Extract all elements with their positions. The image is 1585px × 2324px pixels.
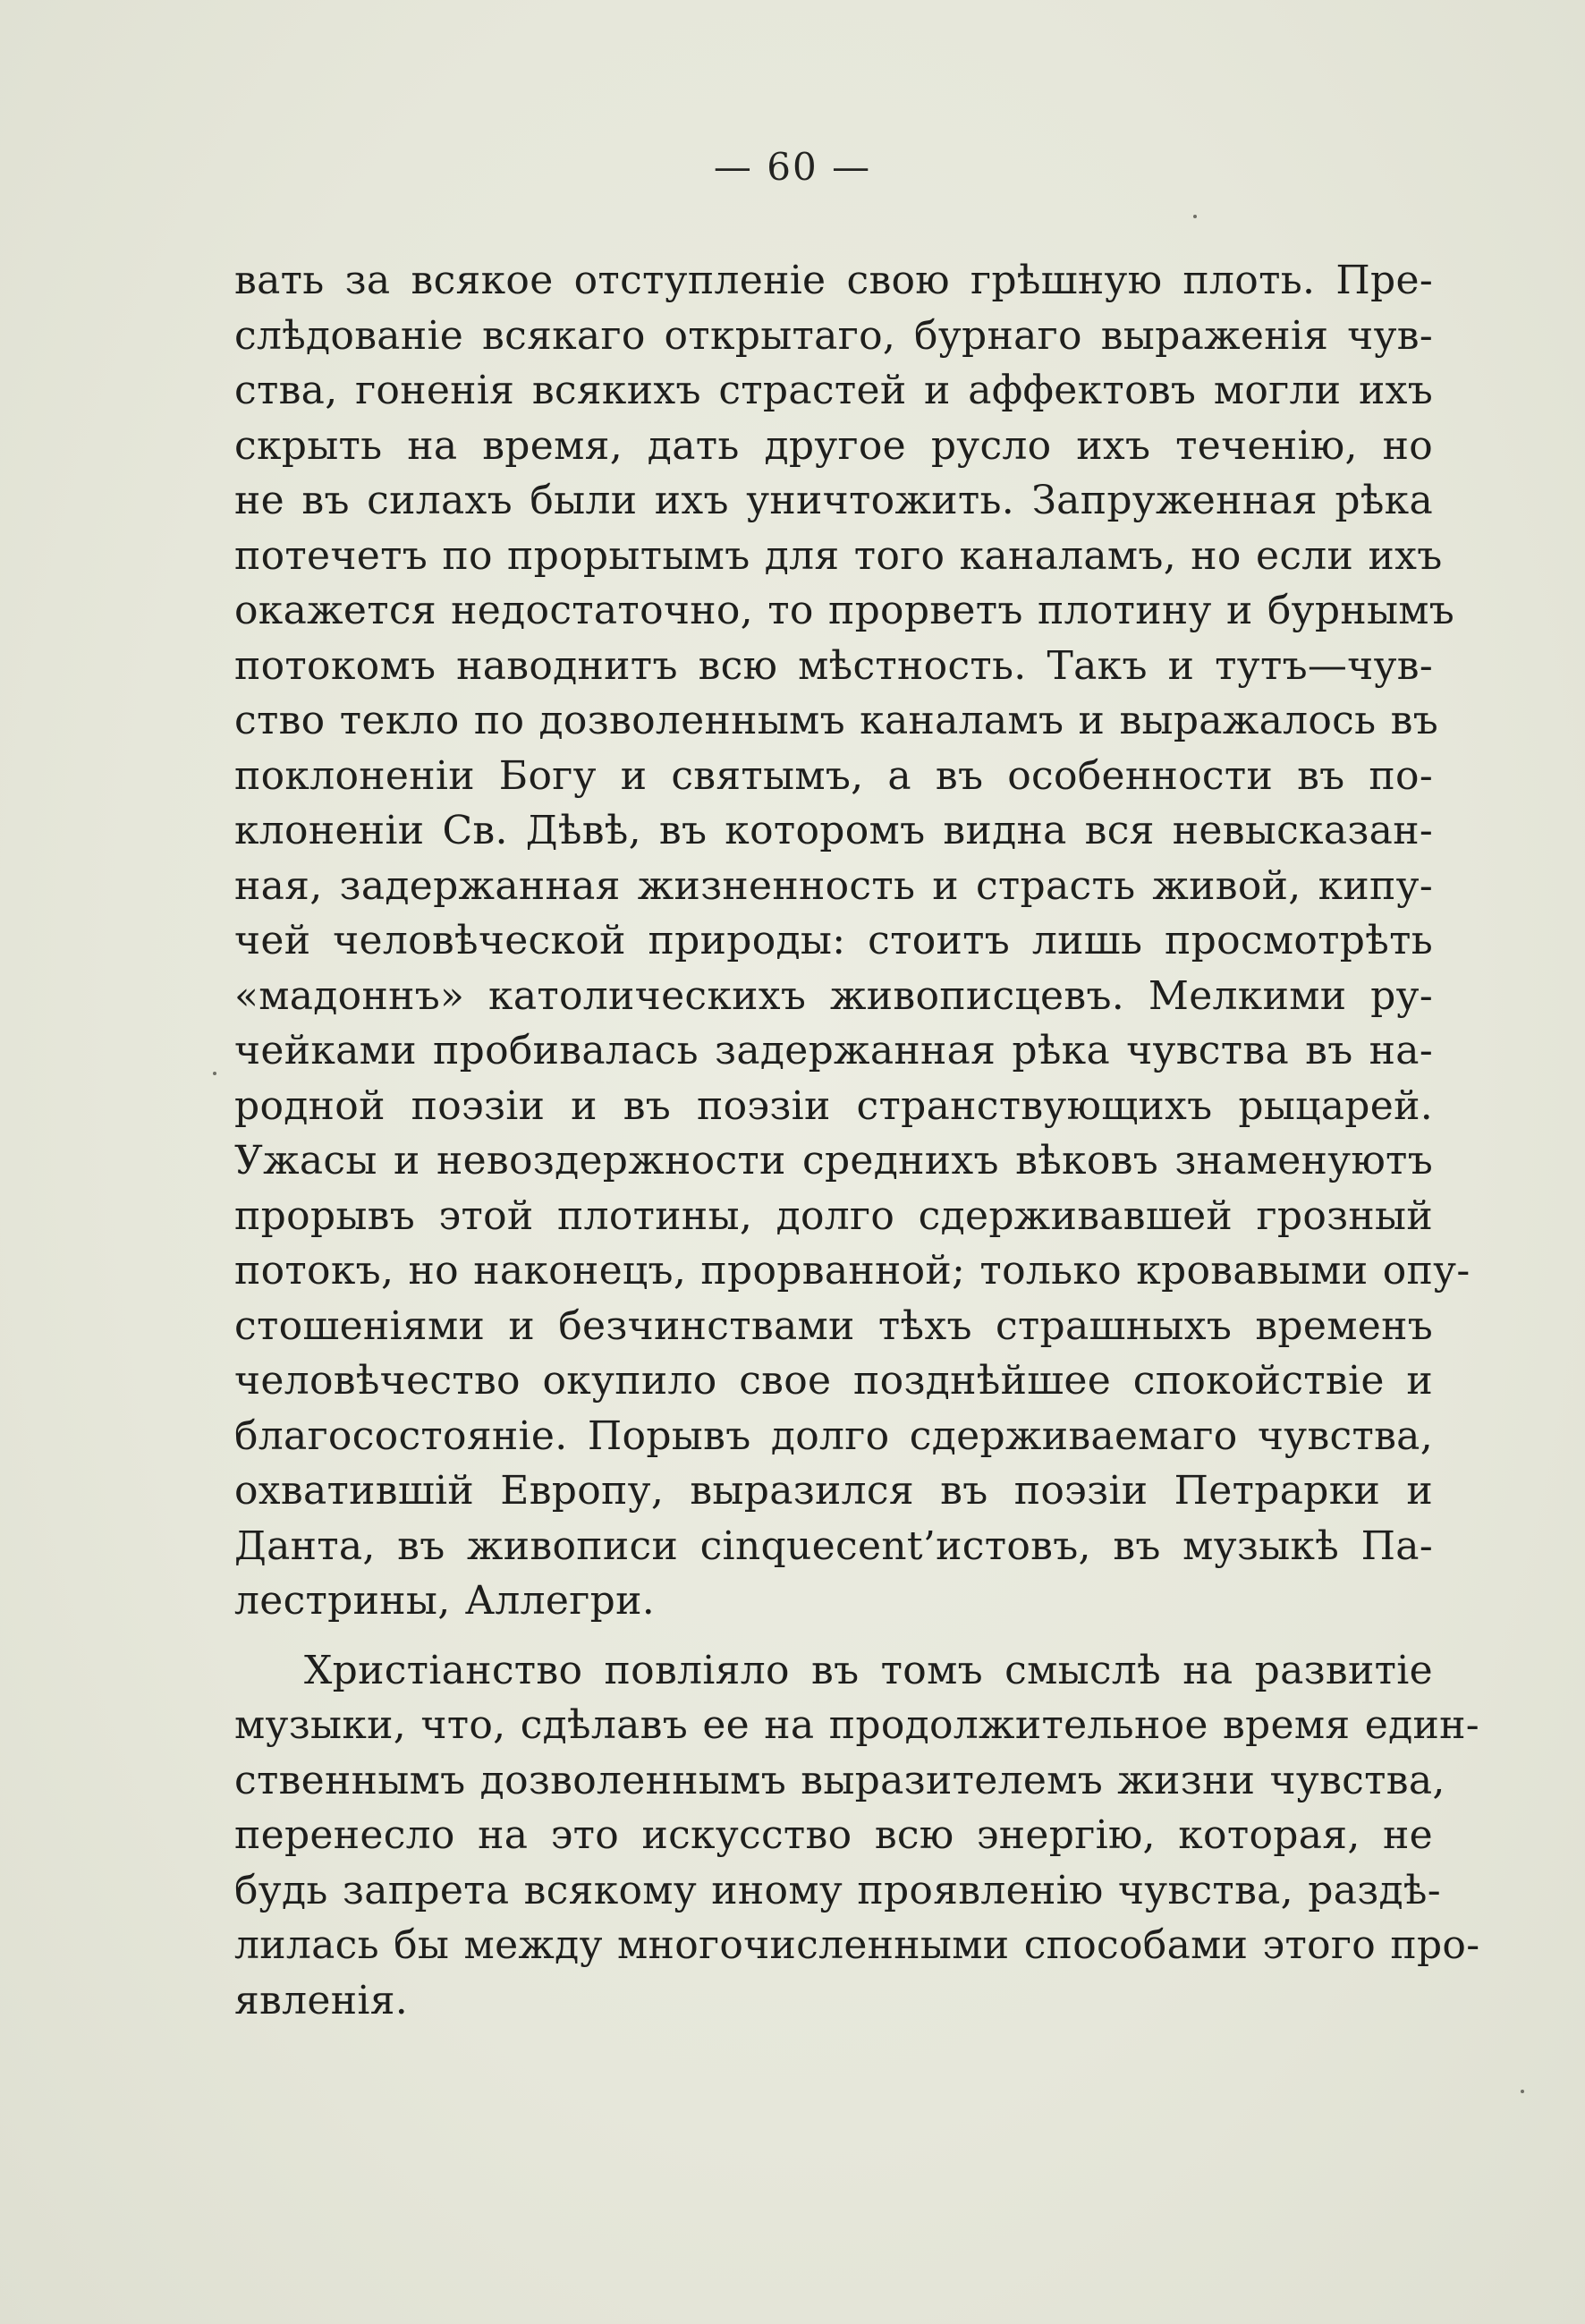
text-line: клоненіи Св. Дѣвѣ, въ которомъ видна вся невысказан- [234, 808, 1433, 853]
text-line: «мадоннъ» католическихъ живописцевъ. Мелкими ру- [234, 972, 1433, 1019]
text-line: окажется недостаточно, то прорветъ плотину и бурнымъ [234, 588, 1455, 633]
text-line: лилась бы между многочисленными способами этого про- [234, 1922, 1480, 1968]
text-line: поклоненіи Богу и святымъ, а въ особенности въ по- [234, 752, 1433, 799]
text-line: скрыть на время, дать другое русло ихъ теченію, но [234, 422, 1433, 469]
paragraph-2 [234, 1643, 1480, 2029]
text-line: явленія. [234, 1977, 409, 2023]
text-line: вать за всякое отступленіе свою грѣшную плоть. Пре- [234, 258, 1433, 303]
text-line: потечетъ по прорытымъ для того каналамъ, но если ихъ [234, 532, 1443, 579]
text-line: чей человѣческой природы: стоитъ лишь просмотрѣть [234, 918, 1433, 963]
paragraph-gap [234, 1629, 1433, 1643]
text-line: будь запрета всякому иному проявленію чувства, раздѣ- [234, 1867, 1441, 1913]
paragraph-1 [234, 253, 1471, 1629]
text-line: слѣдованіе всякаго открытаго, бурнаго выраженія чув- [234, 312, 1433, 359]
paper-speck [1193, 215, 1197, 218]
text-line: родной поэзіи и въ поэзіи странствующихъ рыцарей. [234, 1082, 1433, 1129]
text-line: лестрины, Аллегри. [234, 1578, 655, 1624]
text-line: прорывъ этой плотины, долго сдерживавшей грозный [234, 1192, 1433, 1239]
body-text [234, 253, 1480, 2028]
text-line: благосостояніе. Порывъ долго сдерживаемаго чувства, [234, 1412, 1433, 1459]
text-line: не въ силахъ были ихъ уничтожить. Запруженная рѣка [234, 478, 1433, 523]
text-line: Данта, въ живописи cinquecent’истовъ, въ музыкѣ Па- [234, 1522, 1433, 1569]
text-line: ственнымъ дозволеннымъ выразителемъ жизни чувства, [234, 1757, 1445, 1803]
text-line: стошеніями и безчинствами тѣхъ страшныхъ временъ [234, 1302, 1433, 1349]
paper-speck [213, 1072, 216, 1075]
text-line: человѣчество окупило свое позднѣйшее спокойствіе и [234, 1358, 1433, 1404]
text-line: чейками пробивалась задержанная рѣка чувства въ на- [234, 1028, 1433, 1073]
page-number: — 60 — [713, 145, 872, 189]
text-line: охватившій Европу, выразился въ поэзіи Петрарки и [234, 1468, 1433, 1514]
text-line: ная, задержанная жизненность и страсть живой, кипу- [234, 862, 1433, 909]
text-line: потокомъ наводнитъ всю мѣстность. Такъ и тутъ—чув- [234, 642, 1433, 689]
text-line: Ужасы и невоздержности среднихъ вѣковъ знаменуютъ [234, 1138, 1433, 1183]
text-line: ство текло по дозволеннымъ каналамъ и выражалось въ [234, 698, 1439, 743]
text-line: музыки, что, сдѣлавъ ее на продолжительное время един- [234, 1702, 1479, 1748]
text-line: перенесло на это искусство всю энергію, которая, не [234, 1812, 1433, 1858]
text-line: Христіанство повліяло въ томъ смыслѣ на развитіе [304, 1647, 1433, 1693]
text-line: ства, гоненія всякихъ страстей и аффектовъ могли ихъ [234, 368, 1433, 413]
paper-speck [1521, 2090, 1524, 2093]
text-line: потокъ, но наконецъ, прорванной; только кровавыми опу- [234, 1248, 1471, 1293]
